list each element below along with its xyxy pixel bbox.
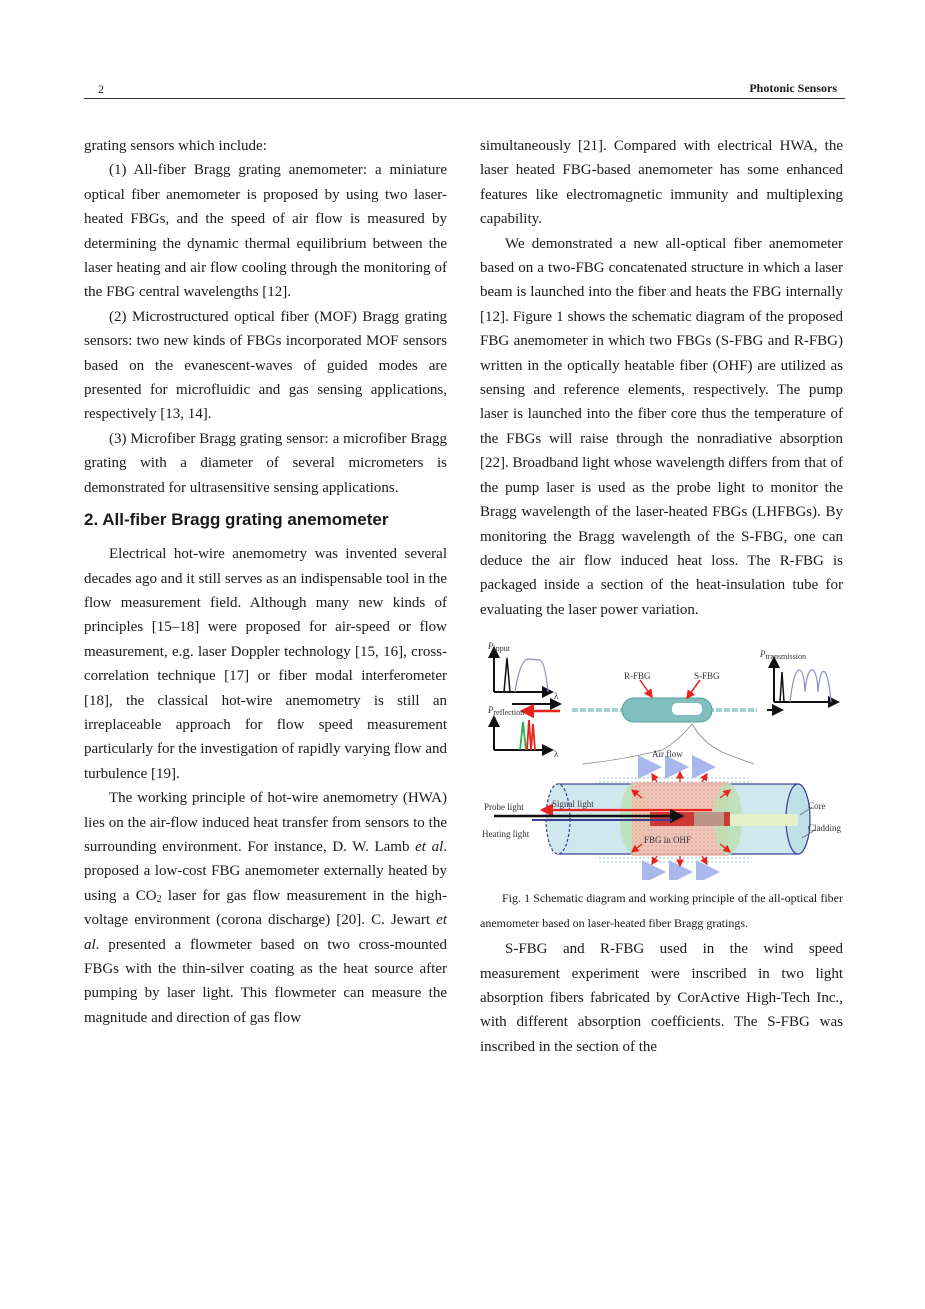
air-flow-label: Air flow	[652, 749, 683, 760]
paragraph: simultaneously [21]. Compared with electrical HWA, the laser heated FBG-based anemometer has some enhanced features like electromagnetic immunity and multiplexing capability.	[480, 138, 843, 228]
text-run: laser for gas flow measurement in the high-voltage environment (corona discharge) [20]. C. Jewart	[84, 887, 448, 929]
label-subscript: input	[493, 644, 510, 654]
probe-light-label: Probe light	[484, 802, 524, 813]
right-column	[480, 134, 843, 1059]
subscript: 2	[156, 893, 162, 905]
label-subscript: transmission	[765, 652, 806, 662]
italic-text: et al	[415, 838, 444, 855]
journal-name: Photonic Sensors	[749, 81, 837, 95]
heating-light-label: Heating light	[482, 829, 530, 840]
text-run: The working principle of hot-wire anemometry (HWA) lies on the air-flow induced heat transfer from sensors to the surrounding environment. For instance, D. W. Lamb	[84, 790, 447, 855]
section-heading: 2. All-fiber Bragg grating anemometer	[84, 510, 389, 530]
list-item-2: (2) Microstructured optical fiber (MOF) Bragg grating sensors: two new kinds of FBGs incorporated MOF sensors based on the evanescent-waves of guided modes are presented for microfluidic and gas sensing applications, respectively [13, 14].	[84, 308, 447, 423]
text-run: . presented a flowmeter based on two cross-mounted FBGs with the thin-silver coating as the heat source after pumping by laser light. This flowmeter can measure the magnitude and direction of gas flow	[84, 936, 447, 1026]
paragraph: S-FBG and R-FBG used in the wind speed measurement experiment were inscribed in two light absorption fibers fabricated by CorActive High-Tech Inc., with different absorption coefficients. The S-FBG was inscribed in the section of the	[480, 941, 843, 1055]
figure-1	[482, 632, 845, 880]
page-number: 2	[98, 82, 104, 96]
cladding-label: Cladding	[808, 823, 841, 834]
p-transmission-label	[760, 642, 806, 666]
left-column	[84, 134, 447, 1030]
list-item-1: (1) All-fiber Bragg grating anemometer: a miniature optical fiber anemometer is proposed by using two laser-heated FBGs, and the speed of air flow is measured by determining the dynamic thermal equilibrium between the laser heating and air flow cooling through the monitoring of the FBG central wavelengths [12].	[84, 162, 447, 301]
core-label: Core	[808, 801, 826, 812]
paragraph: We demonstrated a new all-optical fiber anemometer based on a two-FBG concatenated structure in which a laser beam is launched into the fiber and heats the FBG internally [12]. Figure 1 shows the schematic diagram of the proposed FBG anemometer in which two FBGs (S-FBG and R-FBG) written in the optically heatable fiber (OHF) are utilized as sensing and reference elements, respectively. The pump laser is launched into the fiber core thus the temperature of the FBGs will raise through the nonradiative absorption [22]. Broadband light whose wavelength differs from that of the pump laser is used as the probe light to monitor the Bragg wavelength of the laser-heated FBGs (LHFBGs). By monitoring the Bragg wavelength of the S-FBG, one can deduce the air flow induced heat loss. The R-FBG is packaged inside a section of the heat-insulation tube for evaluating the laser power variation.	[480, 235, 843, 618]
label-symbol: P	[760, 649, 766, 660]
label-symbol: P	[488, 705, 494, 716]
paragraph	[84, 786, 447, 1030]
figure-caption: Fig. 1 Schematic diagram and working principle of the all-optical fiber anemometer based on laser-heated fiber Bragg gratings.	[480, 891, 843, 930]
p-input-label	[488, 634, 510, 658]
paragraph: grating sensors which include:	[84, 138, 267, 154]
p-reflection-label	[488, 698, 524, 722]
paragraph: Electrical hot-wire anemometry was invented several decades ago and it still serves as an indispensable tool in the flow measurement field. Although many new kinds of principles [15–18] were proposed for air-speed or flow measurement, e.g. laser Doppler technology [15, 16], cross-correlation technique [17] or fiber modal interferometer [18], the classical hot-wire anemometry is still an irreplaceable approach for flow speed measurement particularly for the investigation of rapidly varying flow and turbulence [19].	[84, 546, 447, 782]
label-symbol: P	[488, 641, 494, 652]
lambda-label: λ	[554, 749, 559, 760]
label-subscript: reflection	[493, 708, 525, 718]
s-fbg-label: S-FBG	[694, 671, 720, 682]
text-run: . proposed a low-cost FBG anemometer externally heated by using a CO	[84, 838, 447, 904]
page-header	[84, 80, 845, 99]
lambda-label: λ	[554, 691, 559, 702]
fbg-in-ohf-label: FBG in OHF	[644, 835, 692, 846]
r-fbg-label: R-FBG	[624, 671, 651, 682]
signal-light-label: Signal light	[552, 799, 594, 810]
italic-text: et al	[84, 912, 447, 953]
list-item-3: (3) Microfiber Bragg grating sensor: a microfiber Bragg grating with a diameter of several micrometers is demonstrated for ultrasensitive sensing applications.	[84, 430, 447, 496]
